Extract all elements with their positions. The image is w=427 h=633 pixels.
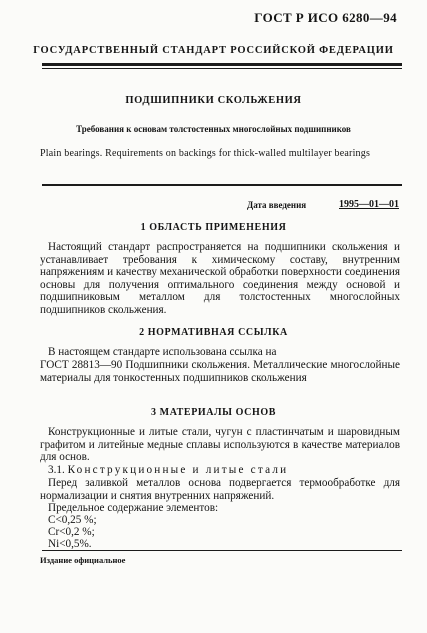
title-rule xyxy=(42,184,402,186)
edition-note: Издание официальное xyxy=(40,555,126,565)
footer-rule xyxy=(42,550,402,551)
section3-text: Конструкционные и литые стали, чугун с пластинчатым и шаровидным графитом и литейные медные сплавы используются в качестве материалов для основ. xyxy=(40,426,400,464)
gov-banner: ГОСУДАРСТВЕННЫЙ СТАНДАРТ РОССИЙСКОЙ ФЕДЕРАЦИИ xyxy=(33,45,394,56)
section3-heading: 3 МАТЕРИАЛЫ ОСНОВ xyxy=(150,407,277,418)
limit-item: Cr<0,2 %; xyxy=(48,526,95,538)
document-title-english: Plain bearings. Requirements on backings for thick-walled multilayer bearings xyxy=(40,148,371,159)
section2-text: ГОСТ 28813—90 Подшипники скольжения. Металлические многослойные материалы для тонкостенных подшипников скольжения xyxy=(40,359,400,384)
standard-code: ГОСТ Р ИСО 6280—94 xyxy=(254,10,397,25)
limits-label: Предельное содержание элементов: xyxy=(48,502,219,514)
header-rule-thick xyxy=(42,63,402,66)
limit-item: C<0,25 %; xyxy=(48,514,97,526)
section2-intro: В настоящем стандарте использована ссылка на xyxy=(48,346,277,358)
section1-heading: 1 ОБЛАСТЬ ПРИМЕНЕНИЯ xyxy=(140,222,287,233)
subsection-title: Конструкционные и литые стали xyxy=(67,464,289,476)
document-subtitle: Требования к основам толстостенных многослойных подшипников xyxy=(76,124,351,134)
document-title: ПОДШИПНИКИ СКОЛЬЖЕНИЯ xyxy=(125,95,302,106)
effective-date-value: 1995—01—01 xyxy=(339,199,399,210)
subsection-3-1-text: Перед заливкой металлов основа подвергается термообработке для нормализации и снятия внутренних напряжений. xyxy=(40,477,400,502)
section2-heading: 2 НОРМАТИВНАЯ ССЫЛКА xyxy=(139,327,288,338)
subsection-number: 3.1. xyxy=(48,464,65,476)
subsection-3-1-heading xyxy=(48,464,288,477)
effective-date-label: Дата введения xyxy=(247,200,307,210)
section1-text: Настоящий стандарт распространяется на подшипники скольжения и устанавливает требования к химическому составу, внутренним напряжениям и качеству механической обработки поверхности соединения основы для получения оптимального соединения между основой и подшипниковым металлом для толстостенных многослойных подшипников скольжения. xyxy=(40,241,400,316)
header-rule-thin xyxy=(42,68,402,69)
limit-item: Ni<0,5%. xyxy=(48,538,92,550)
